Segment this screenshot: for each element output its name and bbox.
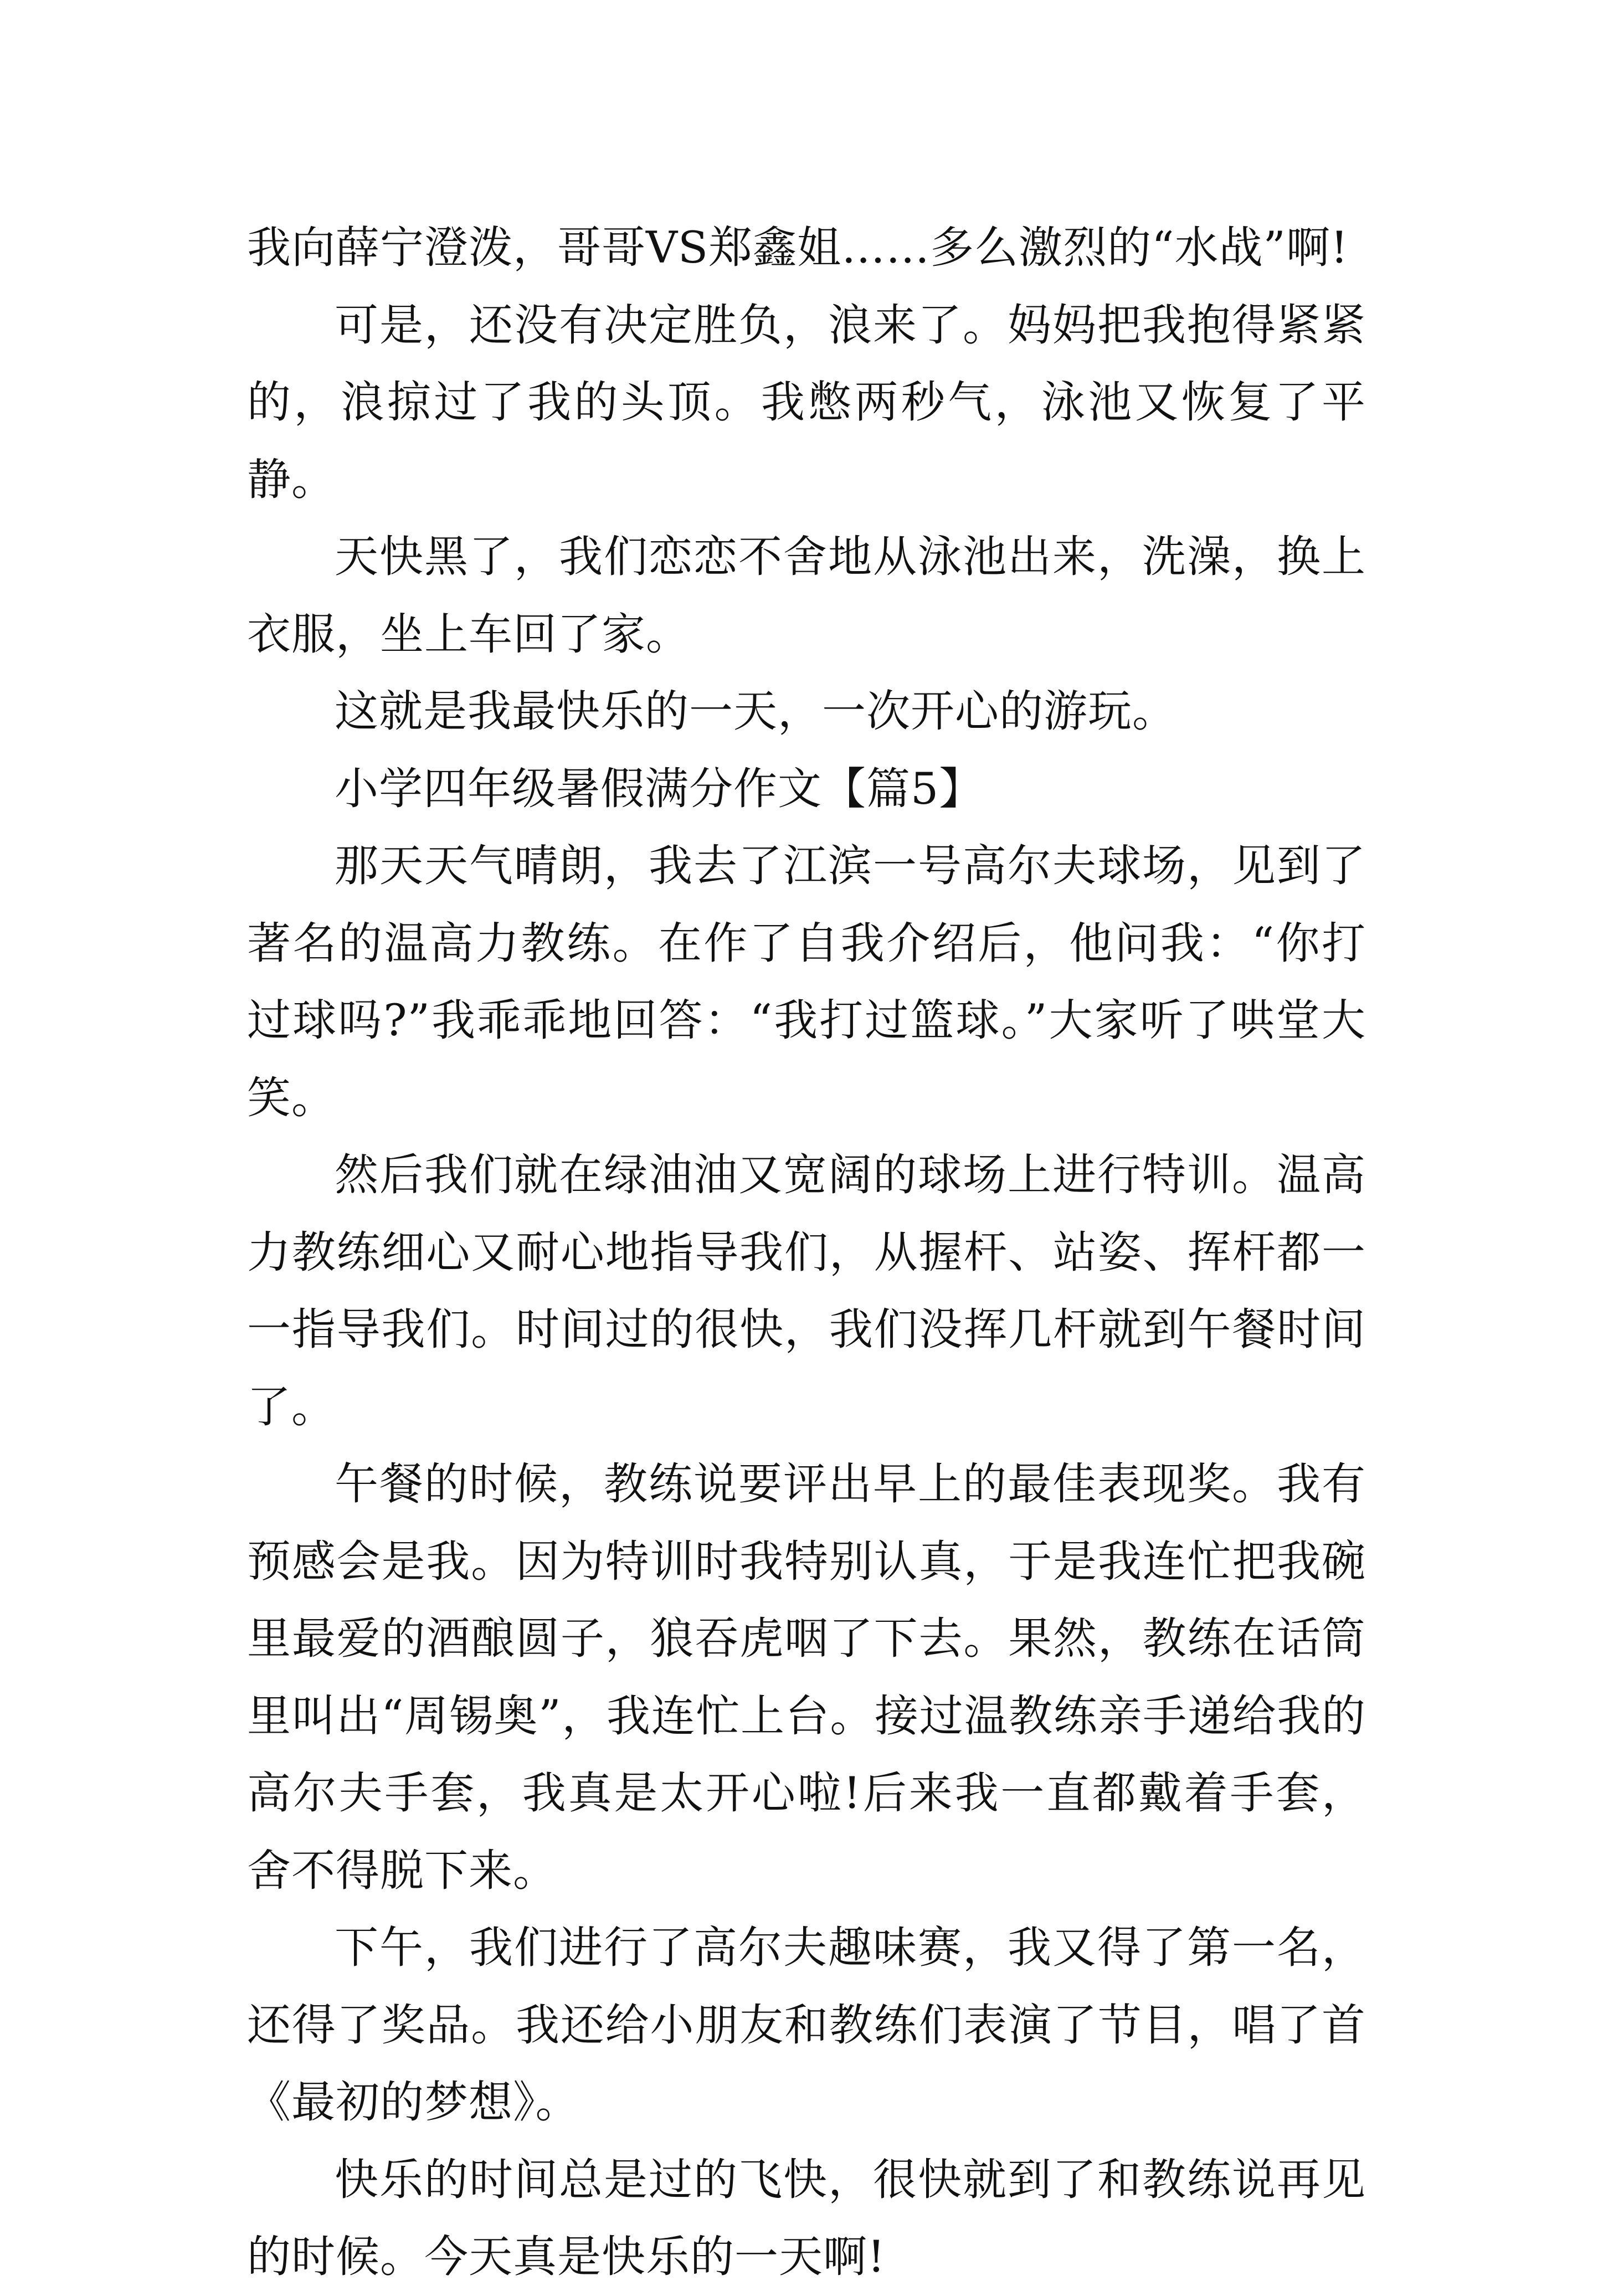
document-body [247, 209, 1366, 2296]
paragraph-4: 这就是我最快乐的一天，一次开心的游玩。 [335, 686, 1176, 737]
paragraph-2: 可是，还没有决定胜负，浪来了。妈妈把我抱得紧紧的，浪掠过了我的头顶。我憋两秒气，泳池又恢复了平静。 [247, 299, 1366, 505]
paragraph-1: 我向薛宁澄泼，哥哥VS郑鑫姐……多么激烈的“水战”啊! [247, 222, 1349, 273]
paragraph-6: 那天天气晴朗，我去了江滨一号高尔夫球场，见到了著名的温高力教练。在作了自我介绍后，他问我：“你打过球吗?”我乖乖地回答：“我打过篮球。”大家听了哄堂大笑。 [247, 840, 1366, 1123]
paragraph-7: 然后我们就在绿油油又宽阔的球场上进行特训。温高力教练细心又耐心地指导我们，从握杆、站姿、挥杆都一一指导我们。时间过的很快，我们没挥几杆就到午餐时间了。 [247, 1149, 1366, 1432]
paragraph-9: 下午，我们进行了高尔夫趣味赛，我又得了第一名，还得了奖品。我还给小朋友和教练们表演了节目，唱了首《最初的梦想》。 [247, 1922, 1366, 2128]
section-heading: 小学四年级暑假满分作文【篇5】 [335, 763, 984, 814]
paragraph-8: 午餐的时候，教练说要评出早上的最佳表现奖。我有预感会是我。因为特训时我特别认真，于是我连忙把我碗里最爱的酒酿圆子，狼吞虎咽了下去。果然，教练在话筒里叫出“周锡奥”，我连忙上台。接过温教练亲手递给我的高尔夫手套，我真是太开心啦!后来我一直都戴着手套，舍不得脱下来。 [247, 1458, 1366, 1896]
paragraph-10: 快乐的时间总是过的飞快，很快就到了和教练说再见的时候。今天真是快乐的一天啊! [247, 2154, 1366, 2282]
paragraph-3: 天快黑了，我们恋恋不舍地从泳池出来，洗澡，换上衣服，坐上车回了家。 [247, 531, 1366, 660]
